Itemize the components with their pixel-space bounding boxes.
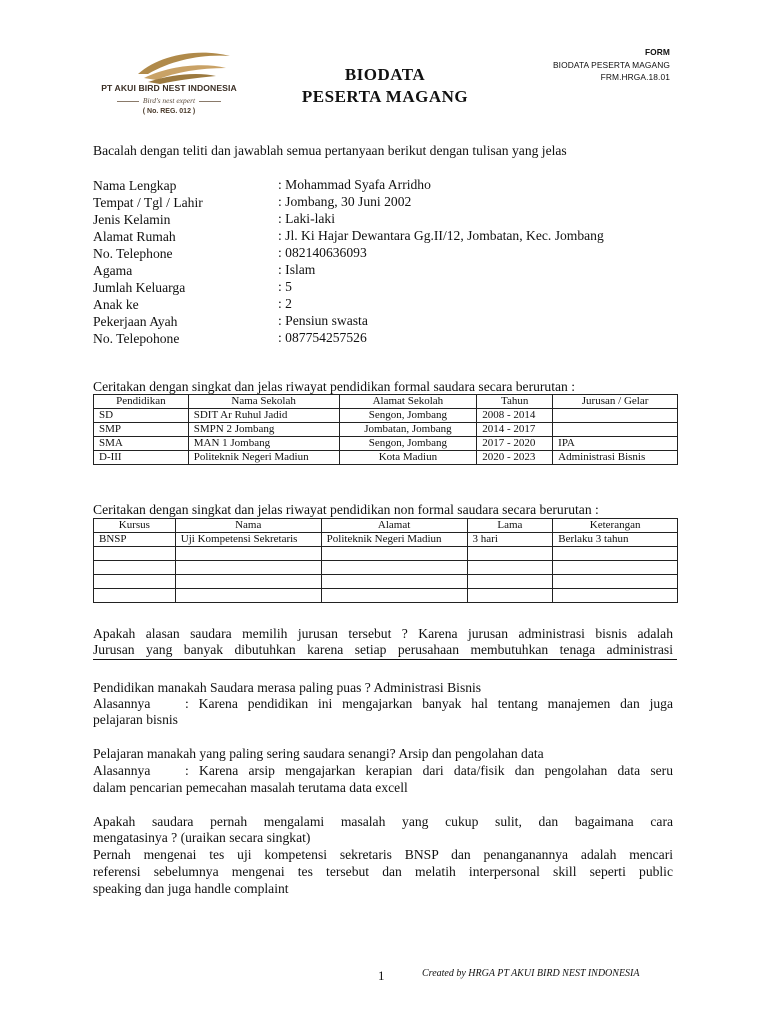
field-label: Jenis Kelamin [93, 212, 171, 227]
table-row [94, 589, 678, 603]
table-cell [553, 575, 678, 589]
table-cell [94, 547, 176, 561]
question-favorite-subject: Pelajaran manakah yang paling sering saudara senangi? Arsip dan pengolahan data [93, 746, 544, 761]
table-row [94, 409, 678, 423]
answer-difficulty-line3: speaking dan juga handle complaint [93, 881, 289, 896]
field-label: No. Telephone [93, 246, 173, 261]
question-difficulty-line1: Apakah saudara pernah mengalami masalah yang cukup sulit, dan bagaimana cara [93, 814, 673, 829]
field-label: Jumlah Keluarga [93, 280, 186, 295]
instruction-text: Bacalah dengan teliti dan jawablah semua pertanyaan berikut dengan tulisan yang jelas [93, 143, 567, 158]
nonformal-education-heading: Ceritakan dengan singkat dan jelas riwayat pendidikan non formal saudara secara berurutan : [93, 502, 599, 517]
form-label: FORM [644, 47, 670, 57]
table-cell [321, 575, 467, 589]
personal-row [93, 228, 604, 245]
table-cell [94, 561, 176, 575]
table-cell [175, 589, 321, 603]
field-value: : 087754257526 [278, 330, 367, 345]
personal-row [93, 279, 292, 296]
table-cell: Sengon, Jombang [339, 409, 477, 423]
table-cell [94, 589, 176, 603]
field-value: : Jl. Ki Hajar Dewantara Gg.II/12, Jombatan, Kec. Jombang [278, 228, 604, 243]
table-cell: 2014 - 2017 [477, 423, 553, 437]
field-label: Nama Lengkap [93, 178, 177, 193]
field-label: Alamat Rumah [93, 229, 176, 244]
reason-label: Alasannya [93, 696, 151, 711]
table-cell [553, 589, 678, 603]
table-cell [321, 547, 467, 561]
personal-row [93, 296, 292, 313]
reason-label: Alasannya [93, 763, 151, 778]
table-cell [467, 547, 553, 561]
personal-row [93, 262, 316, 279]
table-cell [94, 575, 176, 589]
table-cell: MAN 1 Jombang [188, 437, 339, 451]
field-value: : Mohammad Syafa Arridho [278, 177, 431, 192]
table-cell: SMP [94, 423, 189, 437]
table-cell [553, 423, 678, 437]
col-header: Kursus [94, 519, 176, 533]
table-cell [467, 561, 553, 575]
reason-text-line2: pelajaran bisnis [93, 712, 178, 727]
field-label: No. Telepohone [93, 331, 180, 346]
field-value: : Laki-laki [278, 211, 335, 226]
reason-text-line2: dalam pencarian pemecahan masalah terutama data excell [93, 780, 408, 795]
table-header-row [94, 395, 678, 409]
table-cell: 2017 - 2020 [477, 437, 553, 451]
company-reg-no: ( No. REG. 012 ) [142, 108, 196, 115]
col-header: Alamat [321, 519, 467, 533]
field-value: : 082140636093 [278, 245, 367, 260]
question-reason-line1: Apakah alasan saudara memilih jurusan tersebut ? Karena jurusan administrasi bisnis adalah [93, 626, 673, 641]
table-cell: 2008 - 2014 [477, 409, 553, 423]
field-value: : 5 [278, 279, 292, 294]
field-label: Pekerjaan Ayah [93, 314, 178, 329]
company-tagline: Bird's nest expert [88, 96, 250, 105]
field-value: : Islam [278, 262, 316, 277]
table-cell [175, 547, 321, 561]
table-cell [553, 547, 678, 561]
table-row [94, 575, 678, 589]
table-cell: SD [94, 409, 189, 423]
field-label: Agama [93, 263, 133, 278]
personal-row [93, 313, 368, 330]
table-cell: Kota Madiun [339, 451, 477, 465]
reason-text-line1: : Karena pendidikan ini mengajarkan banyak hal tentang manajemen dan juga [185, 696, 673, 711]
doc-title-line2: PESERTA MAGANG [301, 87, 469, 106]
field-value: : 2 [278, 296, 292, 311]
doc-title-line1: BIODATA [344, 65, 426, 84]
table-cell [321, 561, 467, 575]
col-header: Pendidikan [94, 395, 189, 409]
field-label: Anak ke [93, 297, 139, 312]
table-cell: 2020 - 2023 [477, 451, 553, 465]
form-code: FRM.HRGA.18.01 [600, 72, 670, 82]
col-header: Tahun [477, 395, 553, 409]
answer-difficulty-line1: Pernah mengenai tes uji kompetensi sekretaris BNSP dan penanganannya adalah mencari [93, 847, 673, 862]
formal-education-heading: Ceritakan dengan singkat dan jelas riwayat pendidikan formal saudara secara berurutan : [93, 379, 576, 394]
col-header: Keterangan [553, 519, 678, 533]
answer-difficulty-line2: referensi sebelumnya mengenai tes tersebut dan melatih interpersonal skill seperti public [93, 864, 673, 879]
table-row [94, 533, 678, 547]
nonformal-education-table [93, 518, 678, 603]
field-label: Tempat / Tgl / Lahir [93, 195, 203, 210]
table-cell [321, 589, 467, 603]
personal-row [93, 330, 367, 347]
table-cell: BNSP [94, 533, 176, 547]
personal-row [93, 177, 431, 194]
table-cell [553, 409, 678, 423]
field-value: : Jombang, 30 Juni 2002 [278, 194, 412, 209]
table-header-row [94, 519, 678, 533]
company-name: PT AKUI BIRD NEST INDONESIA [101, 83, 237, 93]
table-row [94, 437, 678, 451]
table-cell: SMPN 2 Jombang [188, 423, 339, 437]
reason-text-line1: : Karena arsip mengajarkan kerapian dari data/fisik dan pengolahan data seru [185, 763, 673, 778]
table-row [94, 547, 678, 561]
table-row [94, 451, 678, 465]
col-header: Jurusan / Gelar [553, 395, 678, 409]
footer-credit: Created by HRGA PT AKUI BIRD NEST INDONESIA [422, 968, 640, 979]
question-difficulty-line2: mengatasinya ? (uraikan secara singkat) [93, 830, 311, 845]
table-cell [553, 561, 678, 575]
col-header: Alamat Sekolah [339, 395, 477, 409]
table-cell: Jombatan, Jombang [339, 423, 477, 437]
table-cell: SDIT Ar Ruhul Jadid [188, 409, 339, 423]
table-cell [175, 575, 321, 589]
personal-row [93, 194, 412, 211]
col-header: Lama [467, 519, 553, 533]
question-reason-line2: Jurusan yang banyak dibutuhkan karena setiap perusahaan membutuhkan tenaga administrasi [93, 642, 673, 657]
table-cell: Administrasi Bisnis [553, 451, 678, 465]
table-cell [175, 561, 321, 575]
table-cell: Politeknik Negeri Madiun [321, 533, 467, 547]
table-row [94, 423, 678, 437]
table-cell: SMA [94, 437, 189, 451]
table-cell [467, 575, 553, 589]
table-cell: D-III [94, 451, 189, 465]
table-cell: IPA [553, 437, 678, 451]
col-header: Nama [175, 519, 321, 533]
personal-row [93, 245, 367, 262]
table-cell: Sengon, Jombang [339, 437, 477, 451]
formal-education-table [93, 394, 678, 465]
personal-data-section [93, 177, 604, 347]
personal-row [93, 211, 335, 228]
table-row [94, 561, 678, 575]
col-header: Nama Sekolah [188, 395, 339, 409]
form-name: BIODATA PESERTA MAGANG [553, 60, 670, 70]
table-cell: Politeknik Negeri Madiun [188, 451, 339, 465]
table-cell [467, 589, 553, 603]
table-cell: Berlaku 3 tahun [553, 533, 678, 547]
answer-underline [93, 659, 677, 660]
page-number: 1 [378, 968, 385, 983]
field-value: : Pensiun swasta [278, 313, 368, 328]
table-cell: Uji Kompetensi Sekretaris [175, 533, 321, 547]
table-cell: 3 hari [467, 533, 553, 547]
question-favorite-education: Pendidikan manakah Saudara merasa paling puas ? Administrasi Bisnis [93, 680, 482, 695]
